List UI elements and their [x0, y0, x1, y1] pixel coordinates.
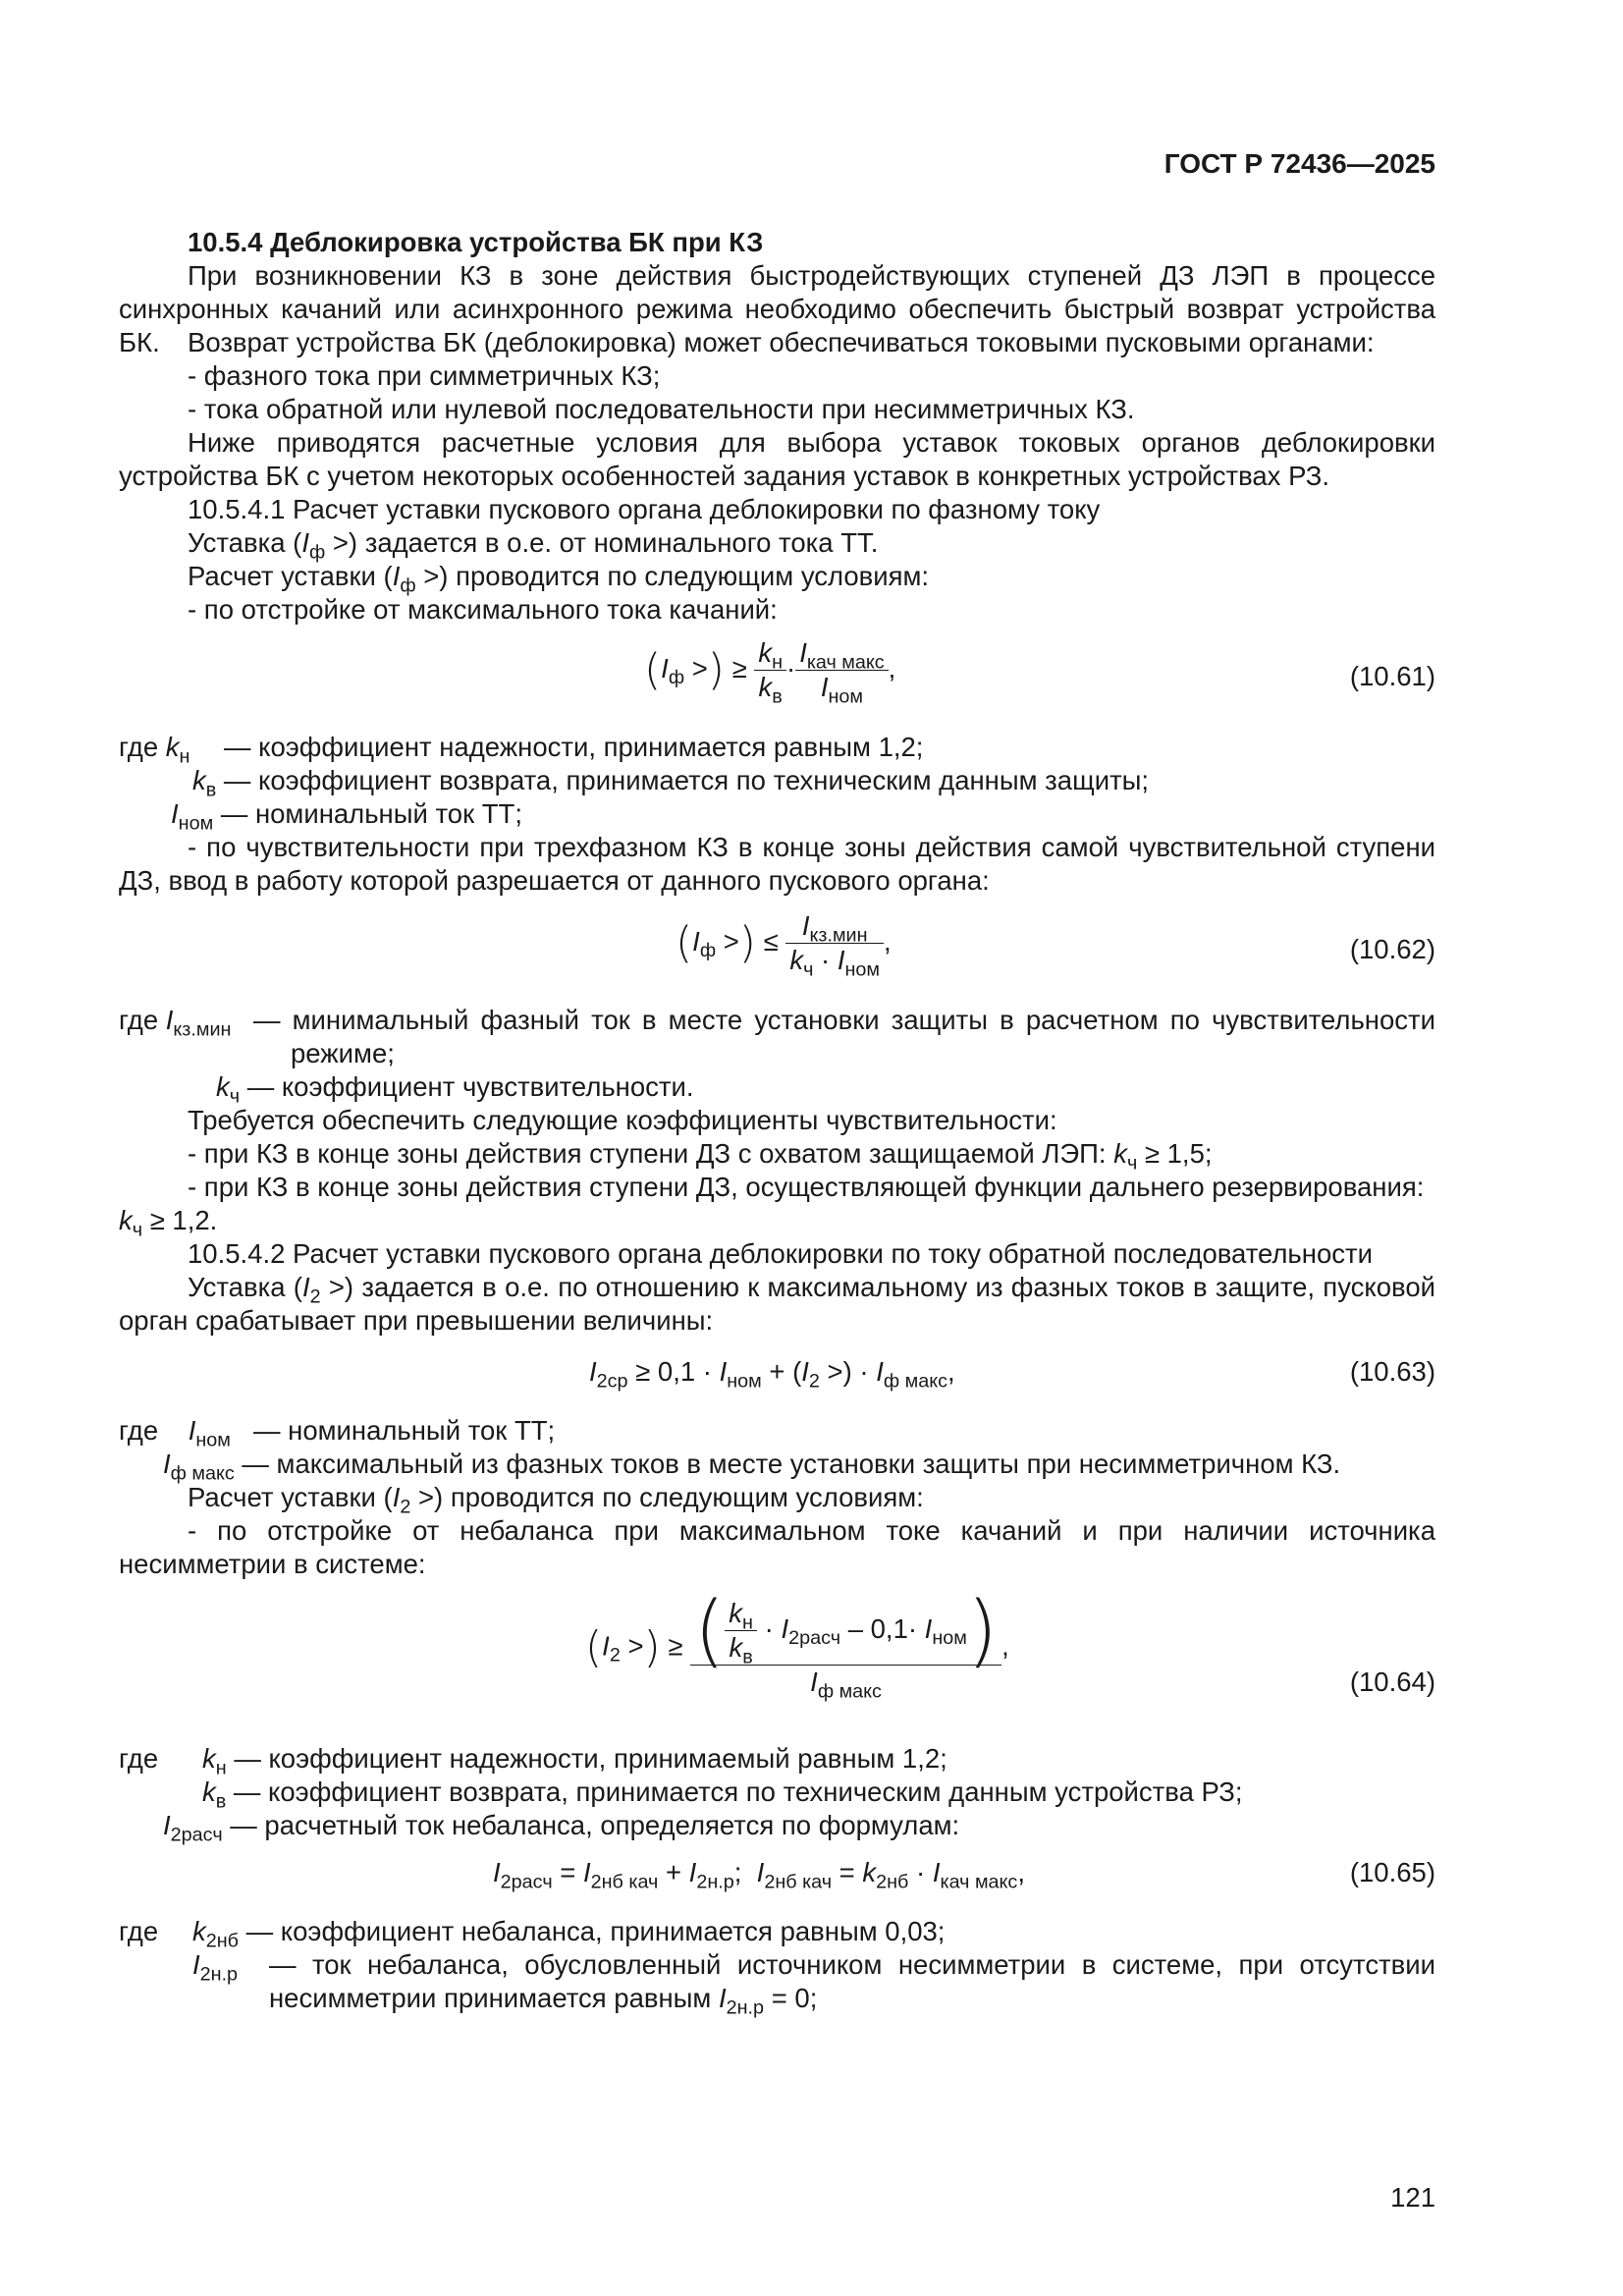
definition: $I_{ном}$ — номинальный ток ТТ; [171, 798, 522, 835]
definition-text: режиме; [291, 1038, 395, 1068]
list-item: - при КЗ в конце зоны действия ступени ДЗ с охватом защищаемой ЛЭП: $k_ч \ge 1,5$; [188, 1138, 1213, 1175]
equation-number: (10.65) [1349, 1857, 1435, 1887]
definition: где [119, 1743, 159, 1774]
paragraph: Ниже приводятся расчетные условия для выбора уставок токовых органов деблокировки устройства БК с учетом некоторых особенностей задания уставок в конкретных устройствах РЗ. [119, 427, 1435, 491]
list-item: - фазного тока при симметричных КЗ; [188, 360, 661, 391]
definition-text: — минимальный фазный ток в месте установки защиты в расчетном по чувствительности [253, 1005, 1435, 1035]
definition: $I_{2расч}$ — расчетный ток небаланса, определяется по формулам: [163, 1810, 960, 1846]
list-item: - по отстройке от небаланса при максимальном токе качаний и при наличии источника несимметрии в системе: [119, 1515, 1435, 1579]
equation-number: (10.61) [1349, 661, 1435, 691]
list-item-continuation: $k_ч \ge 1,2$. [119, 1205, 218, 1241]
section-title: 10.5.4 Деблокировка устройства БК при КЗ [188, 227, 764, 257]
definition: $k_н$ — коэффициент надежности, принимаемый равным 1,2; [202, 1743, 947, 1779]
definition: где [119, 1916, 159, 1946]
list-item: - по отстройке от максимального тока качаний: [188, 594, 778, 625]
definition: $k_в$ — коэффициент возврата, принимается по техническим данным устройства РЗ; [202, 1777, 1243, 1813]
definition-text: — коэффициент надежности, принимается равным 1,2; [224, 732, 924, 762]
paragraph: Возврат устройства БК (деблокировка) может обеспечиваться токовыми пусковыми органами: [188, 327, 1375, 357]
paragraph: Уставка ($I_ф$ >) задается в о.е. от номинального тока ТТ. [188, 527, 879, 564]
list-item: - при КЗ в конце зоны действия ступени ДЗ, осуществляющей функции дальнего резервирования: [188, 1172, 1425, 1202]
equation-number: (10.63) [1349, 1356, 1435, 1387]
definition: $k_{2нб}$ — коэффициент небаланса, принимается равным 0,03; [192, 1916, 946, 1952]
definition: где $I_{кз.мин}$ [119, 1005, 232, 1041]
paragraph: Требуется обеспечить следующие коэффициенты чувствительности: [188, 1105, 1057, 1135]
definition: $k_в$ — коэффициент возврата, принимается по техническим данным защиты; [192, 765, 1150, 801]
paragraph: Уставка ($I_2$ >) задается в о.е. по отношению к максимальному из фазных токов в защите, пусковой орган срабатывает при превышении величины: [119, 1272, 1435, 1336]
list-item: - тока обратной или нулевой последовательности при несимметричных КЗ. [188, 394, 1135, 424]
definition: $k_ч$ — коэффициент чувствительности. [216, 1071, 694, 1108]
formula-10-61: ($I_ф$ >) ≥ $\frac{k_н}{k_в}$ · $\frac{I_{кач макс}}{I_{ном}}$ , [644, 637, 896, 708]
definition: где $I_{ном}$ [119, 1415, 231, 1451]
definition-text: — ток небаланса, обусловленный источником несимметрии в системе, при отсутствии несимметрии принимается равным $I_{2н.р} = 0$; [269, 1949, 1435, 2019]
definition: $I_{2н.р}$ [192, 1949, 239, 1986]
formula-10-65: $I_{2расч} = I_{2нб кач} + I_{2н.р}$; $I_{2нб кач} = k_{2нб} \cdot I_{кач макс}$, [493, 1857, 1025, 1893]
definition: где $k_н$ [119, 732, 190, 768]
definition-text: — номинальный ток ТТ; [253, 1415, 556, 1446]
formula-10-63: $I_{2ср} \ge 0,1 \cdot I_{ном} + (I_2$ >) · $I_{ф макс}$, [589, 1356, 955, 1393]
paragraph: При возникновении КЗ в зоне действия быстродействующих ступеней ДЗ ЛЭП в процессе синхронных качаний или асинхронного режима необходимо обеспечить быстрый возврат устройства БК. [119, 260, 1435, 357]
formula-10-62: ($I_ф$ >) ≤ $\frac{I_{кз.мин}}{k_ч \cdot I_{ном}}$ , [676, 910, 892, 981]
subsection-title: 10.5.4.1 Расчет уставки пускового органа деблокировки по фазному току [188, 494, 1101, 524]
equation-number: (10.64) [1349, 1667, 1435, 1697]
paragraph: Расчет уставки ($I_2$ >) проводится по следующим условиям: [188, 1482, 924, 1518]
page-number: 121 [1390, 2182, 1435, 2213]
formula-10-64: ($I_2$ >) ≥ ( $\frac{k_н}{k_в}$ · $I_{2расч} - 0,1\cdot I_{ном}$) $I_{ф макс}$ , [585, 1584, 1009, 1703]
definition: $I_{ф макс}$ — максимальный из фазных токов в месте установки защиты при несимметричном КЗ. [163, 1449, 1341, 1485]
list-item: - по чувствительности при трехфазном КЗ в конце зоны действия самой чувствительной ступени ДЗ, ввод в работу которой разрешается от данного пускового органа: [119, 832, 1435, 896]
equation-number: (10.62) [1349, 934, 1435, 964]
standard-number: ГОСТ Р 72436—2025 [1163, 148, 1435, 179]
paragraph: Расчет уставки ($I_ф$ >) проводится по следующим условиям: [188, 561, 930, 597]
subsection-title: 10.5.4.2 Расчет уставки пускового органа деблокировки по току обратной последовательности [188, 1238, 1373, 1269]
